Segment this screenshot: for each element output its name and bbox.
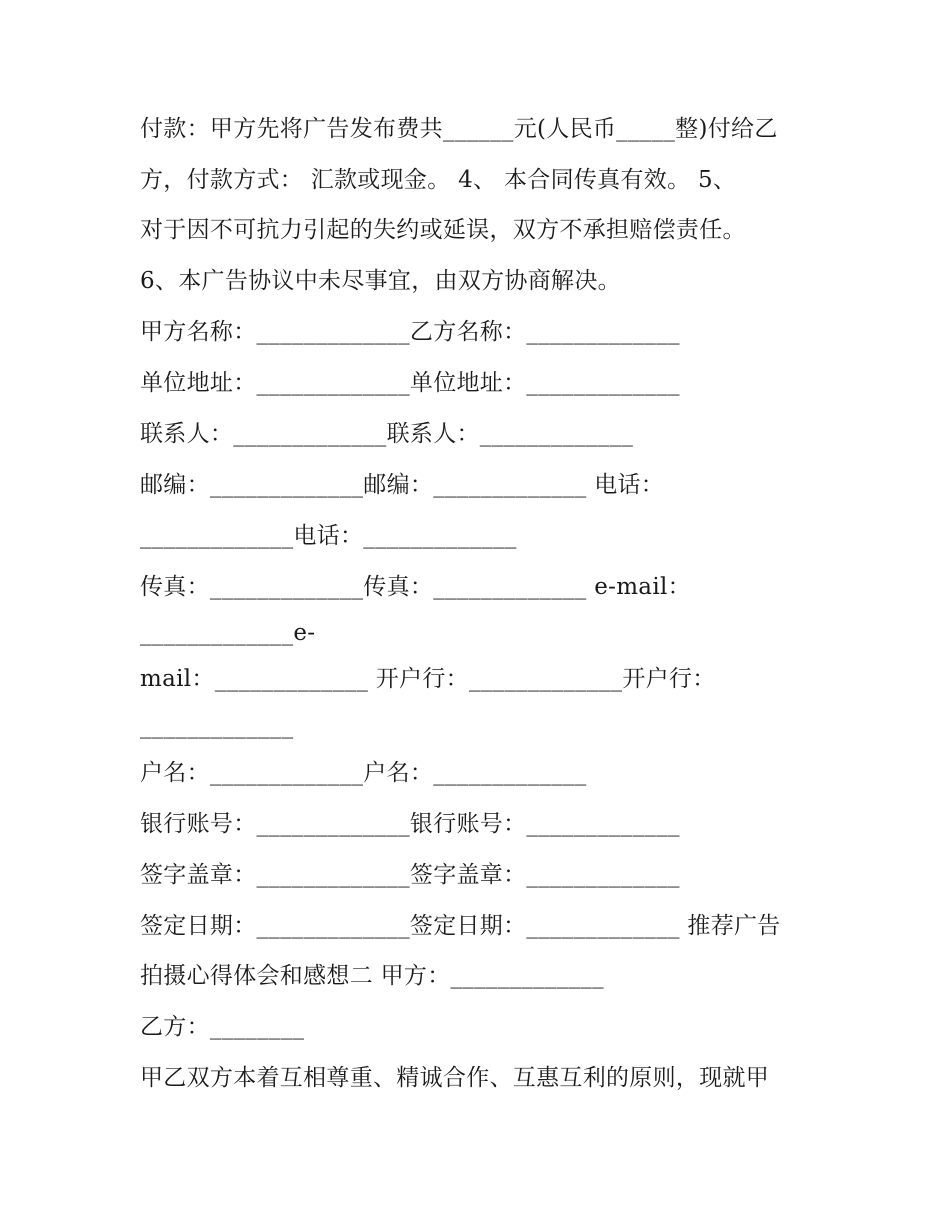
bank-blank-line: _____________ [140, 713, 294, 739]
unresolved-matters-clause: 6、本广告协议中未尽事宜，由双方协商解决。 [140, 268, 621, 294]
contract-preamble-line: 甲乙双方本着互相尊重、精诚合作、互惠互利的原则，现就甲 [140, 1065, 770, 1091]
fax-line: 传真：_____________传真：_____________ e-mail： [140, 574, 691, 600]
bank-line: mail：_____________ 开户行：_____________开户行： [140, 666, 716, 692]
payment-clause-line-2: 方，付款方式： 汇款或现金。 4、 本合同传真有效。 5、 [140, 167, 737, 193]
force-majeure-clause: 对于因不可抗力引起的失约或延误，双方不承担赔偿责任。 [140, 217, 746, 243]
phone-line: _____________电话：_____________ [140, 523, 517, 549]
sign-date-line: 签定日期：_____________签定日期：_____________ 推荐广告 [140, 913, 781, 939]
party-names-line: 甲方名称：_____________乙方名称：_____________ [140, 319, 680, 345]
account-name-line: 户名：_____________户名：_____________ [140, 760, 587, 786]
signature-line: 签字盖章：_____________签字盖章：_____________ [140, 862, 680, 888]
address-line: 单位地址：_____________单位地址：_____________ [140, 370, 680, 396]
contact-person-line: 联系人：_____________联系人：_____________ [140, 421, 634, 447]
party-b-line: 乙方：________ [140, 1014, 305, 1040]
postcode-line: 邮编：_____________邮编：_____________ 电话： [140, 472, 665, 498]
bank-account-line: 银行账号：_____________银行账号：_____________ [140, 811, 680, 837]
payment-clause-line-1: 付款：甲方先将广告发布费共______元(人民币_____整)付给乙 [140, 116, 778, 142]
second-contract-title-line: 拍摄心得体会和感想二 甲方：_____________ [140, 963, 604, 989]
email-line: _____________e- [140, 620, 316, 646]
